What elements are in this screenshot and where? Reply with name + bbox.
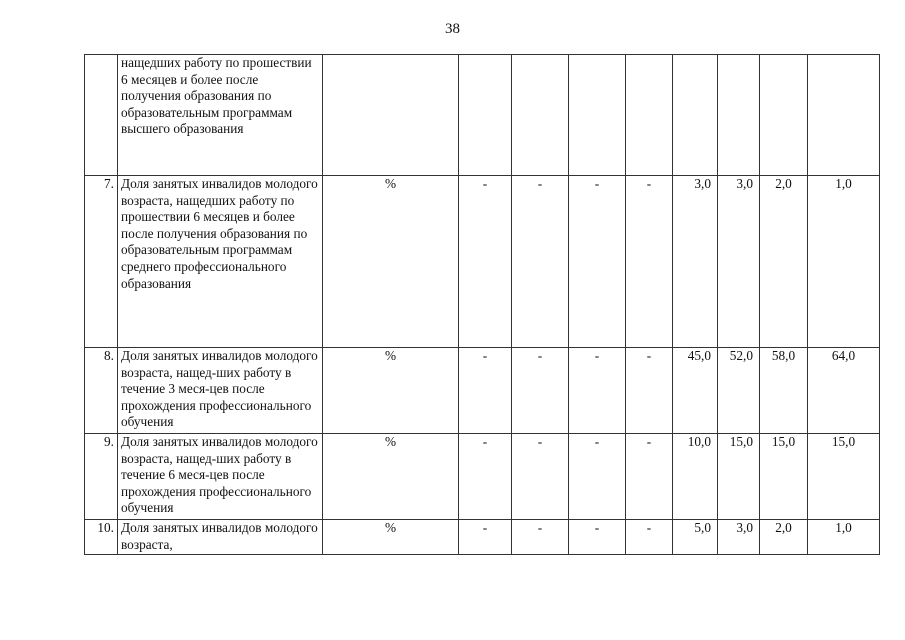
value-cell: 5,0 xyxy=(673,520,718,555)
indicator-name: Доля занятых инвалидов молодого возраста, xyxy=(118,520,323,555)
page-number: 38 xyxy=(445,21,460,37)
value-cell: 1,0 xyxy=(808,176,880,348)
value-cell: - xyxy=(459,176,512,348)
value-cell: 64,0 xyxy=(808,348,880,434)
value-cell: - xyxy=(569,176,626,348)
value-cell xyxy=(760,55,808,176)
indicator-name: нащедших работу по прошествии 6 месяцев и более после получения образования по образовательным программам высшего образования xyxy=(118,55,323,176)
value-cell: - xyxy=(512,348,569,434)
value-cell: 58,0 xyxy=(760,348,808,434)
value-cell xyxy=(459,55,512,176)
row-number: 7. xyxy=(85,176,118,348)
row-number: 8. xyxy=(85,348,118,434)
row-number: 10. xyxy=(85,520,118,555)
value-cell: 3,0 xyxy=(718,176,760,348)
value-cell: 2,0 xyxy=(760,176,808,348)
value-cell xyxy=(512,55,569,176)
indicators-table xyxy=(84,54,880,555)
unit-cell xyxy=(323,55,459,176)
value-cell: - xyxy=(626,176,673,348)
value-cell xyxy=(626,55,673,176)
row-number: 9. xyxy=(85,434,118,520)
value-cell: - xyxy=(459,348,512,434)
value-cell: 3,0 xyxy=(718,520,760,555)
value-cell: 2,0 xyxy=(760,520,808,555)
table-row xyxy=(85,434,880,520)
unit-cell: % xyxy=(323,348,459,434)
value-cell: - xyxy=(569,434,626,520)
table-row xyxy=(85,176,880,348)
value-cell: 10,0 xyxy=(673,434,718,520)
value-cell xyxy=(673,55,718,176)
value-cell: - xyxy=(512,434,569,520)
indicator-name: Доля занятых инвалидов молодого возраста, нащед-ших работу в течение 3 меся-цев после прохождения профессионального обучения xyxy=(118,348,323,434)
value-cell: - xyxy=(626,348,673,434)
value-cell: - xyxy=(569,348,626,434)
value-cell: 45,0 xyxy=(673,348,718,434)
unit-cell: % xyxy=(323,434,459,520)
unit-cell: % xyxy=(323,176,459,348)
unit-cell: % xyxy=(323,520,459,555)
value-cell: 1,0 xyxy=(808,520,880,555)
value-cell: - xyxy=(626,520,673,555)
value-cell: 3,0 xyxy=(673,176,718,348)
value-cell: - xyxy=(569,520,626,555)
value-cell: - xyxy=(459,520,512,555)
value-cell: - xyxy=(459,434,512,520)
value-cell xyxy=(808,55,880,176)
table-row xyxy=(85,55,880,176)
indicator-name: Доля занятых инвалидов молодого возраста, нащед-ших работу в течение 6 меся-цев после прохождения профессионального обучения xyxy=(118,434,323,520)
value-cell xyxy=(718,55,760,176)
value-cell xyxy=(569,55,626,176)
value-cell: 15,0 xyxy=(760,434,808,520)
value-cell: - xyxy=(512,176,569,348)
row-number xyxy=(85,55,118,176)
value-cell: 52,0 xyxy=(718,348,760,434)
table-row xyxy=(85,520,880,555)
table-row xyxy=(85,348,880,434)
value-cell: 15,0 xyxy=(718,434,760,520)
indicator-name: Доля занятых инвалидов молодого возраста, нащедших работу по прошествии 6 месяцев и более после получения образования по образовательным программам среднего профессионального образования xyxy=(118,176,323,348)
value-cell: - xyxy=(512,520,569,555)
value-cell: - xyxy=(626,434,673,520)
value-cell: 15,0 xyxy=(808,434,880,520)
